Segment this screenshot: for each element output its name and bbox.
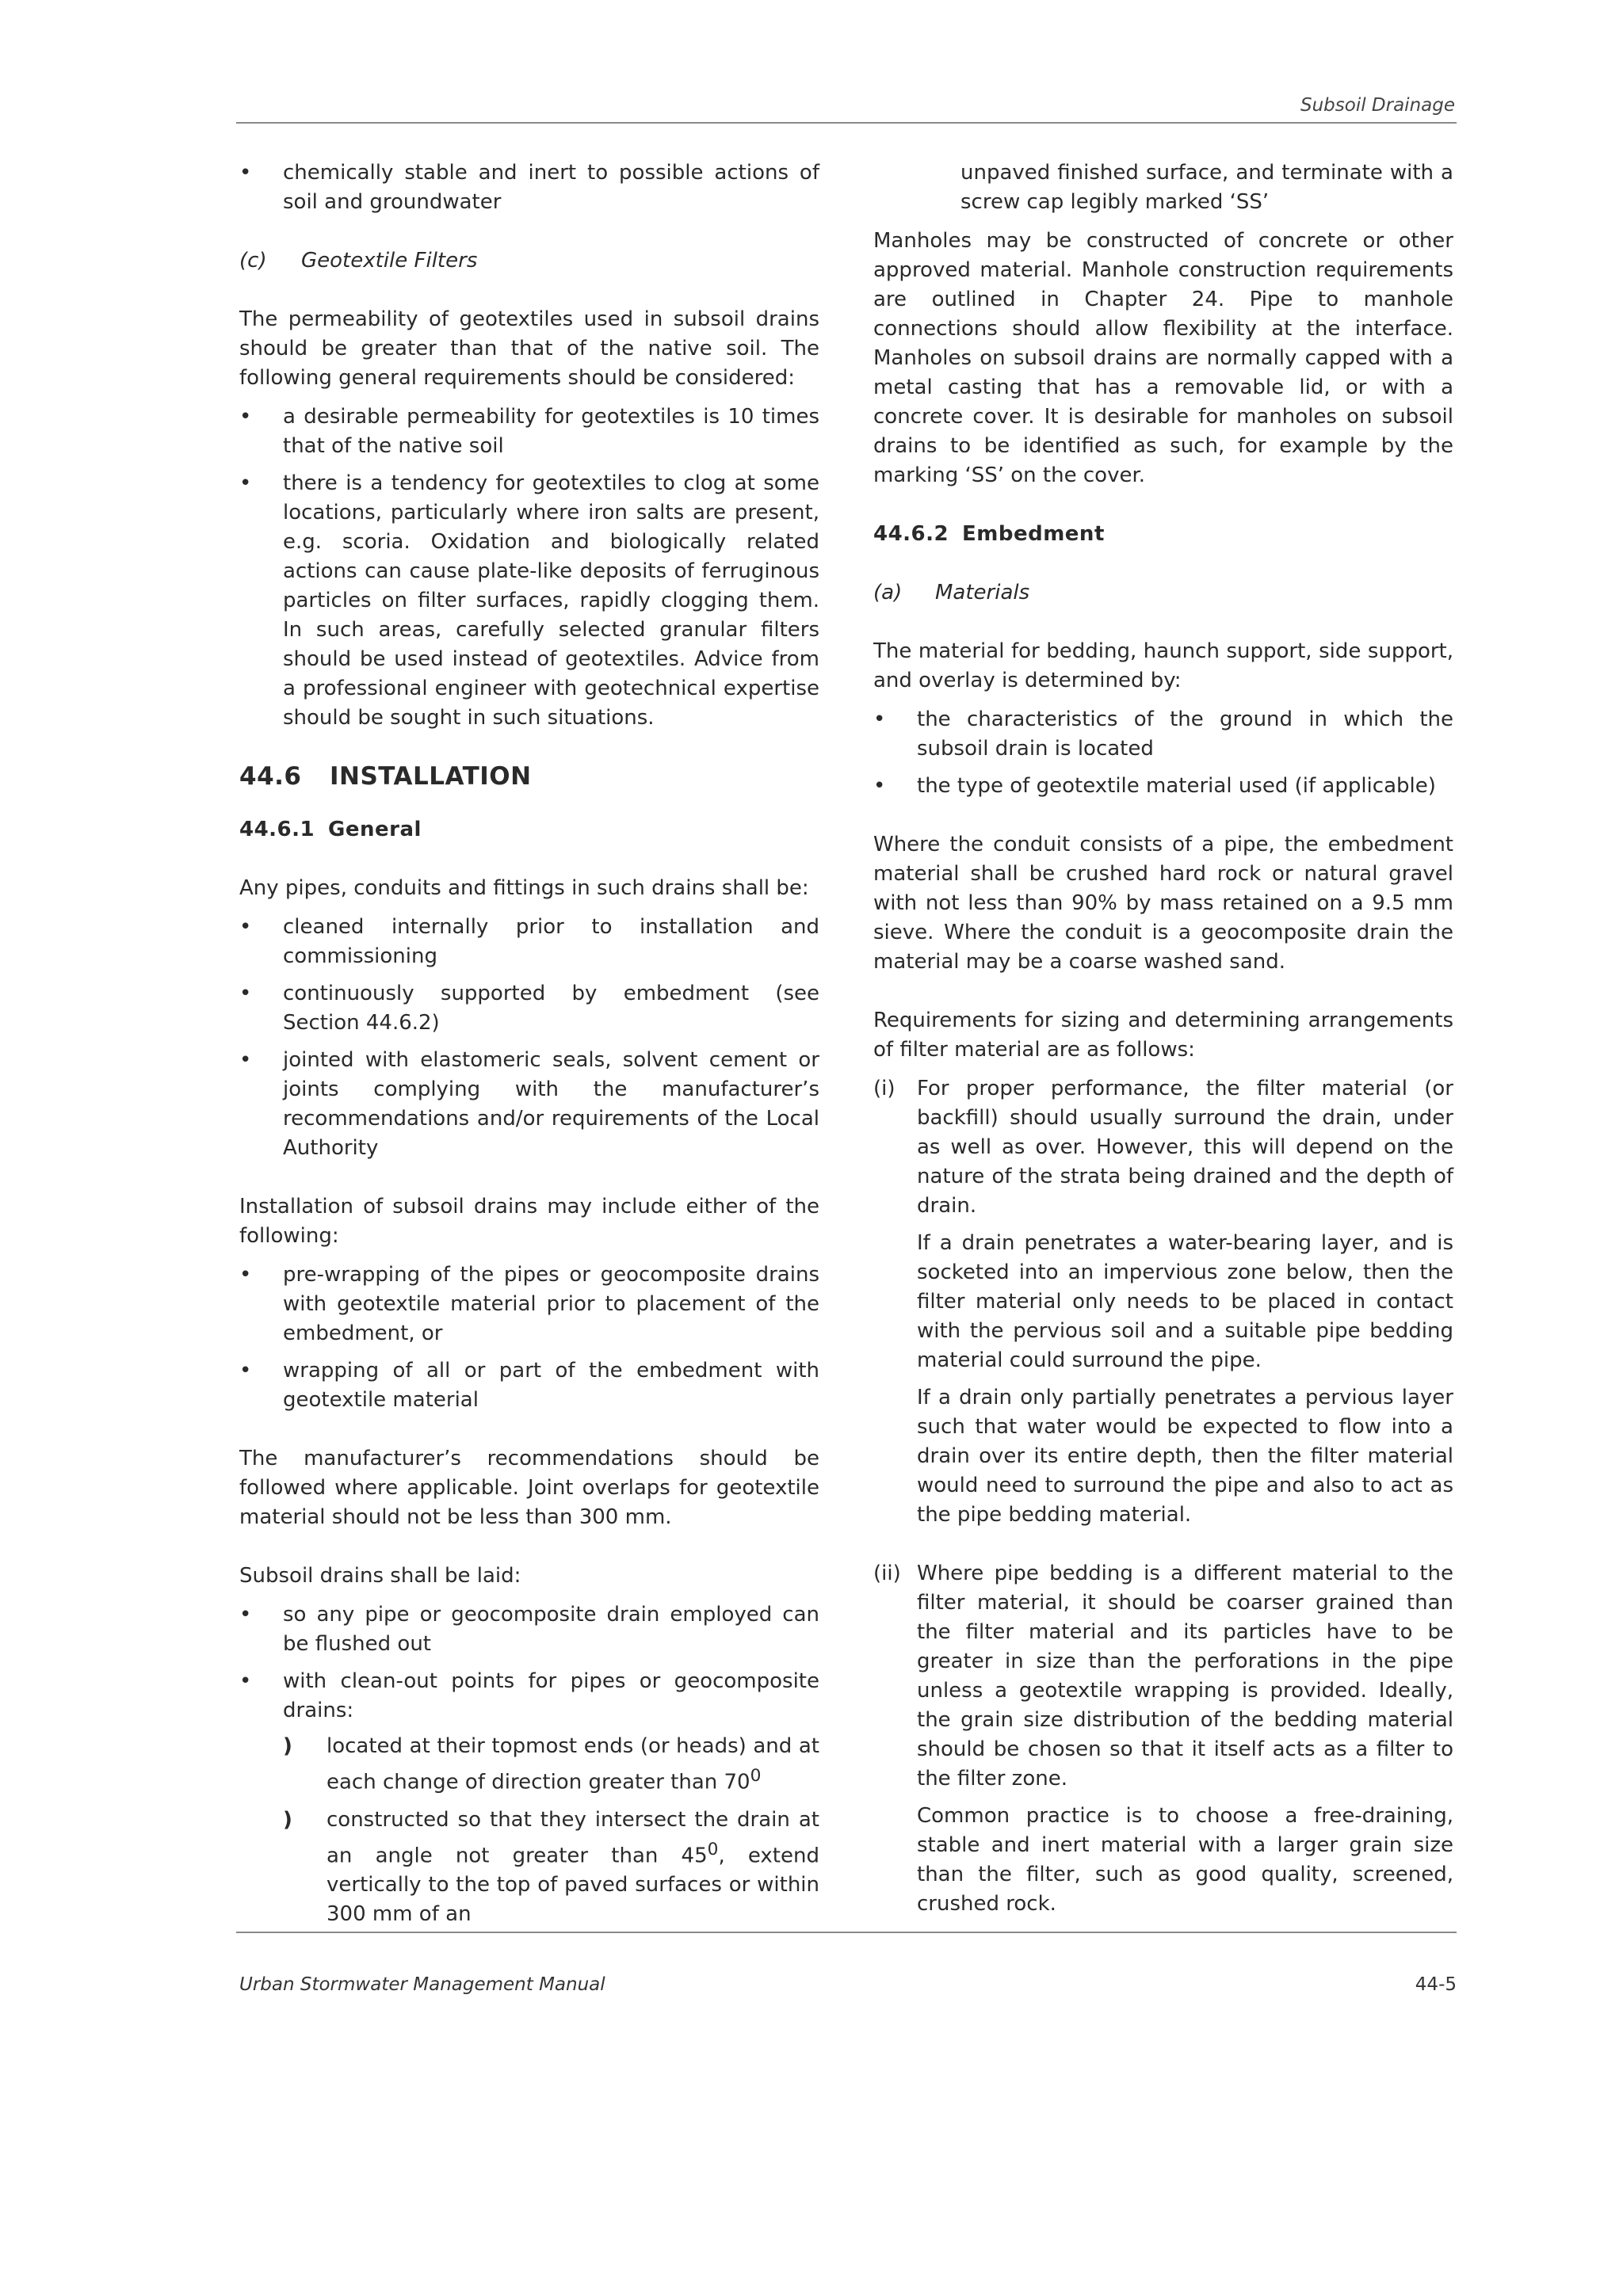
bullet-icon: • (239, 982, 252, 1005)
paragraph: For proper performance, the filter material (or backfill) should usually surround the drain, under as well as over. However, this will depend on the nature of the strata being drained and the depth of drain. (917, 1077, 1453, 1218)
bullet-list-pipes (239, 913, 819, 1163)
bullet-icon: • (239, 1359, 252, 1383)
sub-bullet-marker: ) (283, 1807, 292, 1832)
list-item: ) located at their topmost ends (or heads) and at each change of direction greater than $70^0$ (283, 1732, 819, 1798)
bullet-list-laid (239, 1600, 819, 1929)
requirements-list (873, 1074, 1453, 1919)
list-item: • so any pipe or geocomposite drain employed can be flushed out (239, 1600, 819, 1659)
bullet-icon: • (239, 1669, 252, 1693)
subheading-materials: (a) Materials (873, 581, 1030, 605)
list-item: • the type of geotextile material used (if applicable) (873, 772, 1453, 801)
sub-bullet-marker: ) (283, 1734, 292, 1758)
item-marker: (i) (873, 1077, 896, 1100)
footer-manual-title: Urban Stormwater Management Manual (239, 1974, 605, 1995)
bullet-icon: • (873, 774, 886, 798)
footer-page-number: 44-5 (1415, 1974, 1457, 1995)
paragraph: If a drain only partially penetrates a pervious layer such that water would be expected to flow into a drain over its entire depth, then the filter material would need to surround the pipe and also to act as the pipe bedding material. (917, 1386, 1453, 1527)
bullet-list-top (239, 158, 819, 217)
list-item (873, 1074, 1453, 1530)
section-heading-installation: 44.6 INSTALLATION (239, 762, 532, 791)
list-item (873, 1559, 1453, 1919)
right-column (873, 158, 1453, 1948)
paragraph: Common practice is to choose a free-draining, stable and inert material with a larger grain size than the filter, such as good quality, screened, crushed rock. (917, 1804, 1453, 1916)
bullet-icon: • (239, 1263, 252, 1287)
list-item: • pre-wrapping of the pipes or geocomposite drains with geotextile material prior to placement of the embedment, or (239, 1261, 819, 1348)
list-item: • there is a tendency for geotextiles to clog at some locations, particularly where iron salts are present, e.g. scoria. Oxidation and biologically related actions can cause plate-like deposits of ferruginous particles on filter surfaces, rapidly clogging them. In such areas, carefully selected granular filters should be used instead of geotextiles. Advice from a professional engineer with geotechnical expertise should be sought in such situations. (239, 469, 819, 733)
cleanout-sublist (283, 1732, 819, 1929)
list-item: • cleaned internally prior to installation and commissioning (239, 913, 819, 971)
left-column (239, 158, 819, 1937)
bullet-icon: • (239, 161, 252, 185)
bullet-icon: • (239, 1048, 252, 1072)
bullet-list-geotextile (239, 402, 819, 733)
subsection-heading-general: 44.6.1 General (239, 818, 422, 841)
bullet-icon: • (239, 1603, 252, 1627)
paragraph: Where the conduit consists of a pipe, the embedment material shall be crushed hard rock or natural gravel with not less than 90% by mass retained on a 9.5 mm sieve. Where the conduit is a geocomposite drain the material may be a coarse washed sand. (873, 833, 1453, 974)
footer-rule (236, 1932, 1457, 1933)
bullet-icon: • (873, 707, 886, 731)
list-item: • wrapping of all or part of the embedment with geotextile material (239, 1356, 819, 1415)
bullet-icon: • (239, 405, 252, 429)
list-item: • jointed with elastomeric seals, solvent cement or joints complying with the manufacturer’s recommendations and/or requirements of the Local Authority (239, 1046, 819, 1163)
item-marker: (ii) (873, 1562, 901, 1585)
bullet-list-installation (239, 1261, 819, 1415)
list-item: • the characteristics of the ground in which the subsoil drain is located (873, 705, 1453, 764)
bullet-icon: • (239, 915, 252, 939)
paragraph: The manufacturer’s recommendations should be followed where applicable. Joint overlaps for geotextile material should not be less than 300 mm. (239, 1447, 819, 1529)
list-item: • continuously supported by embedment (see Section 44.6.2) (239, 979, 819, 1038)
paragraph: The permeability of geotextiles used in subsoil drains should be greater than that of the native soil. The following general requirements should be considered: (239, 307, 819, 390)
continued-item-text: unpaved finished surface, and terminate with a screw cap legibly marked ‘SS’ (960, 161, 1453, 214)
bullet-list-materials (873, 705, 1453, 801)
paragraph: The material for bedding, haunch support, side support, and overlay is determined by: (873, 639, 1453, 692)
list-item: ) constructed so that they intersect the drain at an angle not greater than $45^0$, extend vertically to the top of paved surfaces or within 300 mm of an (283, 1806, 819, 1930)
header-rule (236, 122, 1457, 124)
subheading-geotextile-filters: (c) Geotextile Filters (239, 249, 478, 273)
paragraph: Manholes may be constructed of concrete or other approved material. Manhole construction requirements are outlined in Chapter 24. Pipe to manhole connections should allow flexibility at the interface. Manholes on subsoil drains are normally capped with a metal casting that has a removable lid, or with a concrete cover. It is desirable for manholes on subsoil drains to be identified as such, for example by the marking ‘SS’ on the cover. (873, 229, 1453, 487)
paragraph: Installation of subsoil drains may include either of the following: (239, 1195, 819, 1248)
paragraph: Subsoil drains shall be laid: (239, 1564, 521, 1588)
paragraph: Where pipe bedding is a different material to the filter material, it should be coarser grained than the filter material and its particles have to be greater in size than the perforations in the pipe unless a geotextile wrapping is provided. Ideally, the grain size distribution of the bedding material should be chosen so that it itself acts as a filter to the filter zone. (917, 1562, 1453, 1791)
list-item: • a desirable permeability for geotextiles is 10 times that of the native soil (239, 402, 819, 461)
running-header: Subsoil Drainage (1300, 95, 1455, 116)
bullet-icon: • (239, 471, 252, 495)
list-item: • chemically stable and inert to possible actions of soil and groundwater (239, 158, 819, 217)
paragraph: Any pipes, conduits and fittings in such drains shall be: (239, 876, 809, 900)
subsection-heading-embedment: 44.6.2 Embedment (873, 522, 1105, 546)
paragraph: If a drain penetrates a water-bearing layer, and is socketed into an impervious zone below, then the filter material only needs to be placed in contact with the pervious soil and a suitable pipe bedding material could surround the pipe. (917, 1231, 1453, 1372)
list-item: • with clean-out points for pipes or geocomposite drains: ) located at their topmost ends (or heads) and at each change of direction greater than $70^0$ ) constructed so that they intersect the drain at an angle not greater than $45^0$, extend vertically to the top of paved surfaces or within 300 mm of an (239, 1667, 819, 1929)
paragraph: Requirements for sizing and determining arrangements of filter material are as follows: (873, 1009, 1453, 1062)
